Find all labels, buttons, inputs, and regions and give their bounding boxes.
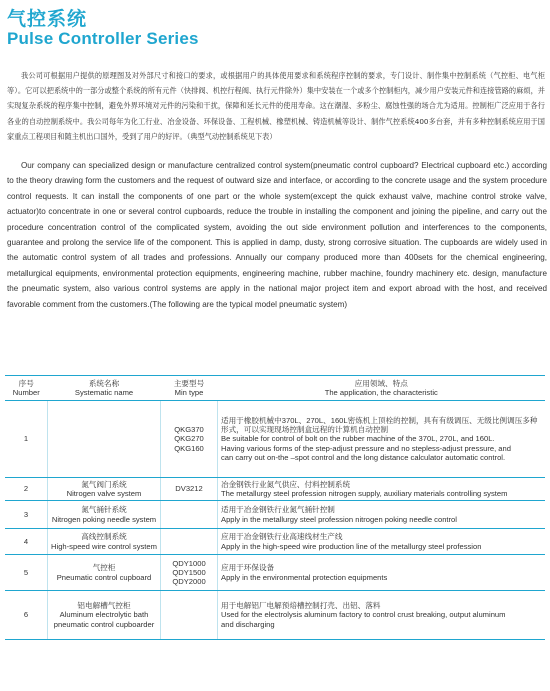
- header-application-cn: 应用领域、特点: [354, 378, 408, 388]
- system-name-cn: 气控柜: [92, 563, 116, 573]
- model-type: QKG160: [174, 443, 204, 453]
- system-name: [48, 555, 161, 591]
- header-name: [48, 376, 161, 401]
- application-text: Be suitable for control of bolt on the rubber machine of the 370L, 270L, and 160L.: [221, 434, 495, 444]
- model-cell: [161, 401, 218, 478]
- system-name-en: Nitrogen poking needle system: [51, 514, 157, 524]
- intro-paragraph-en: Our company can specialized design or manufacture centralized control system(pneumatic control cupboard? Electrical cupboard etc.) according to the theory drawing form the customers and the request of outward size and interface, or according to the concrete usage and the system procedure control requests. It can install the components of one part or the whole system(except the quick exhaust valve, machine control stroke valve, actuator)to concentrate in one or several control cupboards, reduce the trouble in installing the component and joining the pipeline, and carry out the procedure concentration control of the complicated system, avoiding the out side environment pollution and interferences to the components, guarantee and prolong the service life of the component. This is applied in damp, dusty, strong corrosive situation. The cupboards are widely used in the automatic control system of all trades and professions. Annually our company produced more than 400sets for the chemical engineering, metallurgical equipments, environmental protection equipments, engineering machine, rubber machine, foundry machinery etc. design, manufacture the pneumatic system, also various control systems are apply in the national major project item and export abroad with the host, and received favorable comment from the customers.(The following are the typical model pneumatic system): [7, 161, 547, 309]
- model-type: QKG270: [174, 434, 204, 444]
- application-text: The metallurgy steel profession nitrogen supply, auxiliary materials controlling system: [221, 489, 508, 498]
- row-number: 2: [5, 478, 48, 501]
- row-number: 1: [5, 401, 48, 478]
- application-text: 适用于橡胶机械中370L、270L、160L密炼机上顶栓的控制，具有有级调压、无级比例调压多种形式，可以实现现场控制盒远程的计算机自动控制: [221, 415, 538, 435]
- model-type: QDY2000: [172, 577, 206, 587]
- system-name: [48, 529, 161, 555]
- header-number-en: Number: [12, 388, 40, 397]
- table-row: [5, 501, 545, 529]
- application-text: 应用于环保设备: [221, 563, 275, 573]
- application-text: Apply in the metallurgy steel profession nitrogen poking needle control: [221, 514, 457, 524]
- header-model-en: Min type: [174, 388, 204, 397]
- table-row: [5, 591, 545, 640]
- system-name-cn: 氮气捅针系统: [81, 505, 127, 515]
- model-type: QDY1000: [172, 558, 206, 568]
- header-application: [218, 376, 546, 401]
- application-text: 用于电解铝厂电解预焙槽控制打壳、出铝、落料: [221, 601, 381, 611]
- table-header-row: [5, 376, 545, 401]
- system-name-cn: 铝电解槽气控柜: [77, 601, 131, 611]
- application-cell: [218, 529, 546, 555]
- header-name-en: Systematic name: [74, 388, 134, 397]
- application-cell: [218, 478, 546, 501]
- row-number: 3: [5, 501, 48, 529]
- system-name-cn: 高线控制系统: [81, 532, 127, 542]
- header-application-en: The application, the characteristic: [324, 388, 438, 397]
- system-name: [48, 401, 161, 478]
- application-text: and discharging: [221, 619, 275, 629]
- application-text: Apply in the environmental protection equipments: [221, 572, 388, 582]
- pneumatic-system-table: [5, 375, 545, 640]
- system-name-en: Nitrogen valve system: [66, 489, 142, 498]
- application-text: 适用于冶金钢铁行业氮气捅针控制: [221, 505, 335, 515]
- application-text: Having various forms of the step-adjust pressure and no stepless-adjust pressure, and: [221, 443, 511, 453]
- header-number-cn: 序号: [18, 378, 34, 388]
- table-row: [5, 529, 545, 555]
- table-row: [5, 401, 545, 478]
- model-cell: [161, 591, 218, 640]
- system-name-en: Pneumatic control cupboard: [56, 572, 152, 582]
- row-number: 6: [5, 591, 48, 640]
- system-name-cn: 氮气阀门系统: [81, 479, 127, 489]
- application-text: 冶金钢铁行业氮气供应、付料控制系统: [221, 479, 351, 489]
- model-cell: [161, 501, 218, 529]
- system-name-en: Aluminum electrolytic bath pneumatic control cupboarder: [53, 610, 155, 629]
- model-cell: [161, 529, 218, 555]
- page-title-en: Pulse Controller Series: [7, 29, 199, 48]
- application-text: 应用于冶金钢铁行业高速线材生产线: [221, 532, 343, 542]
- model-type: QKG370: [174, 425, 204, 435]
- model-type: QDY1500: [172, 567, 206, 577]
- header-number: [5, 376, 48, 401]
- table-body: [5, 401, 545, 640]
- system-name-en: High-speed wire control system: [51, 541, 157, 551]
- model-cell: [161, 555, 218, 591]
- application-cell: [218, 501, 546, 529]
- header-model-cn: 主要型号: [173, 378, 205, 388]
- intro-paragraph-cn: 我公司可根据用户提供的原理图及对外部尺寸和接口的要求，或根据用户的具体使用要求和系统程序控制的要求，专门设计、制作集中控制系统（气控柜、电气柜等）。它可以把系统中的一部分或整个系统的所有元件（快排阀、机控行程阀、执行元件除外）集中安装在一个或多个控制柜内，减少用户安装元件和连接管路的麻烦，并实现复杂系统的程序集中控制，避免外界环境对元件的污染和干扰，保障和延长元件的使用寿命。这在潮湿、多粉尘、腐蚀性强的场合尤为适用。控制柜广泛应用于各行各业的自动控制系统中。我公司每年为化工行业、冶金设备、环保设备、工程机械、橡塑机械、铸造机械等设计、制作气控系统400多台套，并有多种控制系统应用于国家重点工程项目和随主机出口国外，受到了用户的好评。（典型气动控制系统见下表）: [7, 71, 545, 141]
- model-type: DV3212: [175, 484, 203, 494]
- application-text: Apply in the high-speed wire production line of the metallurgy steel profession: [221, 541, 482, 551]
- row-number: 4: [5, 529, 48, 555]
- row-number: 5: [5, 555, 48, 591]
- application-cell: [218, 401, 546, 478]
- table-row: [5, 478, 545, 501]
- application-text: can carry out on-the –spot control and the long distance calculator automatic control.: [221, 452, 506, 462]
- application-cell: [218, 591, 546, 640]
- system-name: [48, 478, 161, 501]
- system-name: [48, 501, 161, 529]
- application-text: Used for the electrolysis aluminum factory to control crust breaking, output aluminum: [221, 610, 506, 620]
- system-name: [48, 591, 161, 640]
- model-cell: [161, 478, 218, 501]
- table-row: [5, 555, 545, 591]
- header-model: [161, 376, 218, 401]
- application-cell: [218, 555, 546, 591]
- page-title-cn: 气控系统: [7, 8, 88, 30]
- header-name-cn: 系统名称: [88, 378, 120, 388]
